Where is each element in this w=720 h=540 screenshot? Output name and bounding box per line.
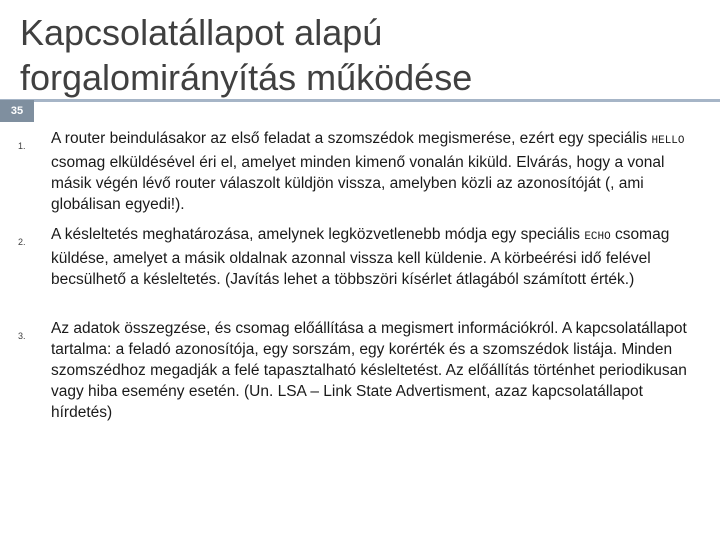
list-item-text-part: csomag küldése, amelyet a másik oldalnak azonnal vissza kell küldenie. A körbeérési idő felével becsülhető a késleltetés. (Javítás lehet a többszöri kísérlet átlagából számított érték.) — [51, 226, 670, 288]
list-item-text-part: A késleltetés meghatározása, amelynek legközvetlenebb módja egy speciális — [51, 226, 585, 243]
code-hello: HELLO — [651, 135, 685, 147]
list-item-marker: 3. — [18, 331, 26, 341]
list-item-text-part: csomag elküldésével éri el, amelyet minden kimenő vonalán kiküld. Elvárás, hogy a vonal másik végén lévő router válaszolt küldjön vissza, amelyben közli az azonosítóját (, ami globálisan egyedi!). — [51, 154, 665, 213]
list-item-text — [51, 224, 707, 290]
slide-title-line-2: forgalomirányítás működése — [20, 57, 473, 98]
slide-number-badge: 35 — [0, 100, 34, 122]
slide-title — [20, 10, 710, 100]
code-echo: ECHO — [584, 231, 611, 243]
list-item-text — [51, 128, 707, 215]
title-divider — [0, 99, 720, 102]
list-item-marker: 2. — [18, 237, 26, 247]
list-item-text-part: A router beindulásakor az első feladat a szomszédok megismerése, ezért egy speciális — [51, 130, 652, 147]
slide-title-line-1: Kapcsolatállapot alapú — [20, 12, 383, 53]
list-item-text: Az adatok összegzése, és csomag előállítása a megismert információkról. A kapcsolatállapot tartalma: a feladó azonosítója, egy sorszám, egy korérték és a szomszédok listája. Minden szomszédhoz megadják a felé tapasztalható késleltetést. Az előállítás történhet periodikusan vagy hiba esemény esetén. (Un. LSA – Link State Advertisment, azaz kapcsolatállapot hírdetés) — [51, 320, 687, 421]
list-item-marker: 1. — [18, 141, 26, 151]
